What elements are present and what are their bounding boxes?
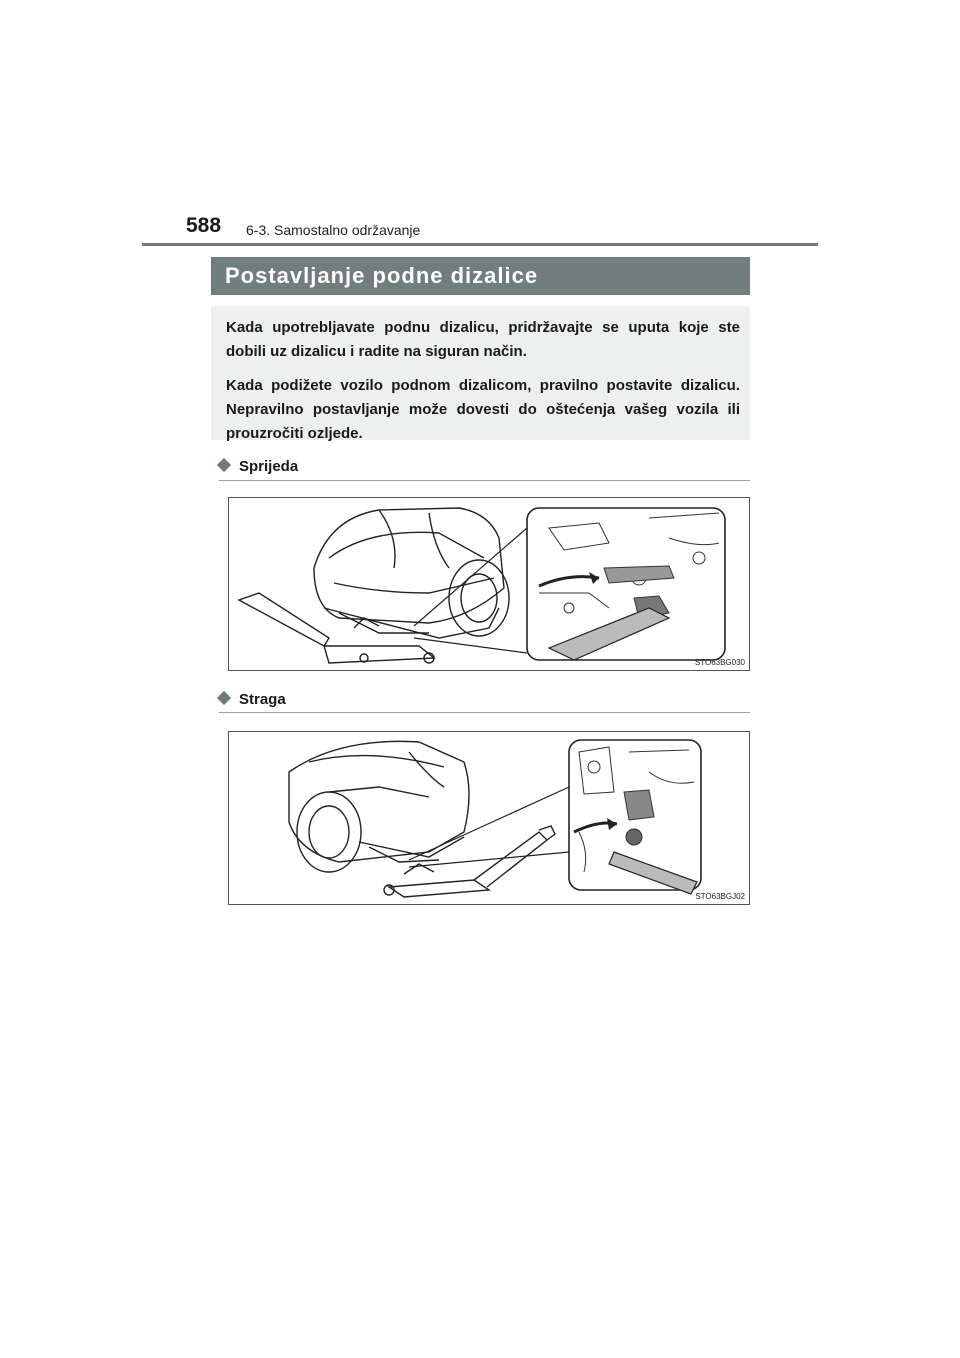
subhead-front-label: Sprijeda [239, 458, 299, 475]
page-number: 588 [186, 214, 222, 237]
diamond-icon [217, 458, 231, 472]
intro-box [211, 306, 750, 440]
front-jack-illustration [229, 498, 749, 670]
figure-rear-code: STO63BGJ02 [695, 892, 745, 901]
figure-front-jack [228, 497, 750, 671]
subhead-front [219, 458, 298, 475]
subhead-rear-label: Straga [239, 691, 286, 708]
title-bar [211, 257, 750, 295]
figure-front-code: STO63BG030 [694, 658, 745, 667]
rear-jack-illustration [229, 732, 749, 904]
intro-paragraph-2: Kada podižete vozilo podnom dizalicom, pravilno postavite dizalicu. Nepravilno postavljanje može dovesti do oštećenja vašeg vozila ili prouzročiti ozljede. [226, 377, 740, 442]
subhead-rear [219, 691, 286, 708]
header-divider [142, 243, 818, 246]
figure-rear-jack [228, 731, 750, 905]
diamond-icon [217, 691, 231, 705]
page-title: Postavljanje podne dizalice [225, 263, 539, 288]
subhead-front-rule [219, 480, 750, 481]
section-label: 6-3. Samostalno održavanje [246, 222, 421, 238]
intro-paragraph-1: Kada upotrebljavate podnu dizalicu, pridržavajte se uputa koje ste dobili uz dizalicu i radite na siguran način. [226, 319, 740, 360]
subhead-rear-rule [219, 712, 750, 713]
